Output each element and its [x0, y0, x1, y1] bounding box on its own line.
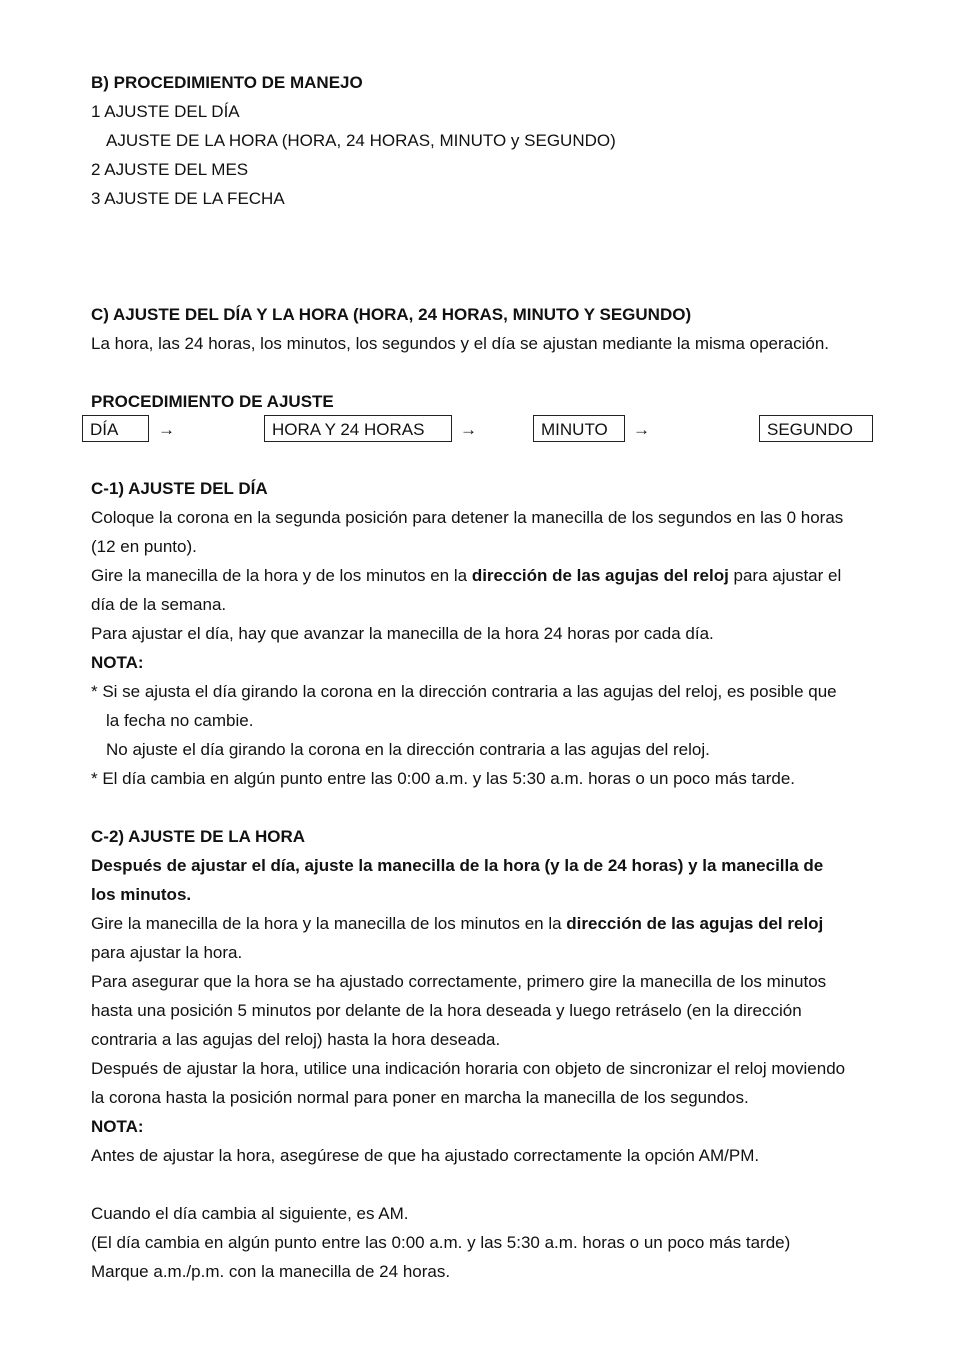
- flow-step-dia: DÍA: [82, 415, 149, 442]
- c2-bold-line-2: los minutos.: [91, 885, 192, 904]
- procedure-title: PROCEDIMIENTO DE AJUSTE: [91, 392, 334, 411]
- c2-paragraph-2-line-2: hasta una posición 5 minutos por delante de la hora deseada y luego retráselo (en la dirección: [91, 1001, 802, 1020]
- c2-paragraph-2-line-3: contraria a las agujas del reloj) hasta la hora deseada.: [91, 1030, 501, 1049]
- flow-step-minuto: MINUTO: [533, 415, 625, 442]
- c2-p1-emphasis: dirección de las agujas del reloj: [566, 914, 824, 933]
- spacer: [91, 445, 891, 474]
- section-c-title: C) AJUSTE DEL DÍA Y LA HORA (HORA, 24 HORAS, MINUTO Y SEGUNDO): [91, 305, 692, 324]
- section-b-item-1: 1 AJUSTE DEL DÍA: [91, 102, 240, 121]
- flow-arrow-2-icon: →: [460, 420, 477, 439]
- c1-p2-text: Gire la manecilla de la hora y de los minutos en la: [91, 566, 472, 585]
- c2-note-1: Antes de ajustar la hora, asegúrese de que ha ajustado correctamente la opción AM/PM.: [91, 1146, 760, 1165]
- c2-p1-text: Gire la manecilla de la hora y la manecilla de los minutos en la: [91, 914, 567, 933]
- section-c1-title: C-1) AJUSTE DEL DÍA: [91, 479, 268, 498]
- c2-tail-2: (El día cambia en algún punto entre las 0:00 a.m. y las 5:30 a.m. horas o un poco más tarde): [91, 1233, 791, 1252]
- c1-paragraph-3: Para ajustar el día, hay que avanzar la manecilla de la hora 24 horas por cada día.: [91, 624, 714, 643]
- flow-arrow-3-icon: →: [633, 420, 650, 439]
- c2-note-label: NOTA:: [91, 1117, 144, 1136]
- spacer: [91, 213, 891, 300]
- flow-step-segundo: SEGUNDO: [759, 415, 873, 442]
- c1-paragraph-1-line-1: Coloque la corona en la segunda posición para detener la manecilla de los segundos en las 0 horas: [91, 508, 844, 527]
- spacer: [91, 358, 891, 387]
- c2-paragraph-3-line-1: Después de ajustar la hora, utilice una indicación horaria con objeto de sincronizar el reloj moviendo: [91, 1059, 846, 1078]
- c1-note-label: NOTA:: [91, 653, 144, 672]
- c1-paragraph-2-line-2: día de la semana.: [91, 595, 227, 614]
- c2-paragraph-1-line-1: [91, 909, 891, 938]
- c1-p2-text-end: para ajustar el: [728, 566, 842, 585]
- document-page: [91, 68, 891, 1286]
- spacer: [91, 1170, 891, 1199]
- c2-paragraph-2-line-1: Para asegurar que la hora se ha ajustado correctamente, primero gire la manecilla de los minutos: [91, 972, 827, 991]
- c2-paragraph-3-line-2: la corona hasta la posición normal para poner en marcha la manecilla de los segundos.: [91, 1088, 749, 1107]
- section-b-item-3: 3 AJUSTE DE LA FECHA: [91, 189, 285, 208]
- c2-tail-3: Marque a.m./p.m. con la manecilla de 24 horas.: [91, 1262, 451, 1281]
- c1-paragraph-1-line-2: (12 en punto).: [91, 537, 197, 556]
- c2-bold-line-1: Después de ajustar el día, ajuste la manecilla de la hora (y la de 24 horas) y la manecilla de: [91, 856, 824, 875]
- spacer: [91, 793, 891, 822]
- section-b-item-2: 2 AJUSTE DEL MES: [91, 160, 249, 179]
- c1-note-1-line-1: * Si se ajusta el día girando la corona en la dirección contraria a las agujas del reloj, es posible que: [91, 682, 837, 701]
- c1-note-2: * El día cambia en algún punto entre las 0:00 a.m. y las 5:30 a.m. horas o un poco más tarde.: [91, 769, 796, 788]
- c1-paragraph-2-line-1: [91, 561, 891, 590]
- c1-note-1-line-3: No ajuste el día girando la corona en la dirección contraria a las agujas del reloj.: [106, 740, 710, 759]
- section-b-title: B) PROCEDIMIENTO DE MANEJO: [91, 73, 363, 92]
- c1-note-1-line-2: la fecha no cambie.: [106, 711, 254, 730]
- section-c2-title: C-2) AJUSTE DE LA HORA: [91, 827, 306, 846]
- c2-paragraph-1-line-2: para ajustar la hora.: [91, 943, 243, 962]
- section-b-item-1-sub: AJUSTE DE LA HORA (HORA, 24 HORAS, MINUTO y SEGUNDO): [106, 131, 616, 150]
- section-c-intro: La hora, las 24 horas, los minutos, los segundos y el día se ajustan mediante la misma operación.: [91, 334, 830, 353]
- c2-tail-1: Cuando el día cambia al siguiente, es AM.: [91, 1204, 409, 1223]
- flow-step-hora: HORA Y 24 HORAS: [264, 415, 452, 442]
- flow-arrow-1-icon: →: [158, 420, 175, 439]
- c1-p2-emphasis: dirección de las agujas del reloj: [471, 566, 729, 585]
- procedure-flow: [82, 415, 882, 445]
